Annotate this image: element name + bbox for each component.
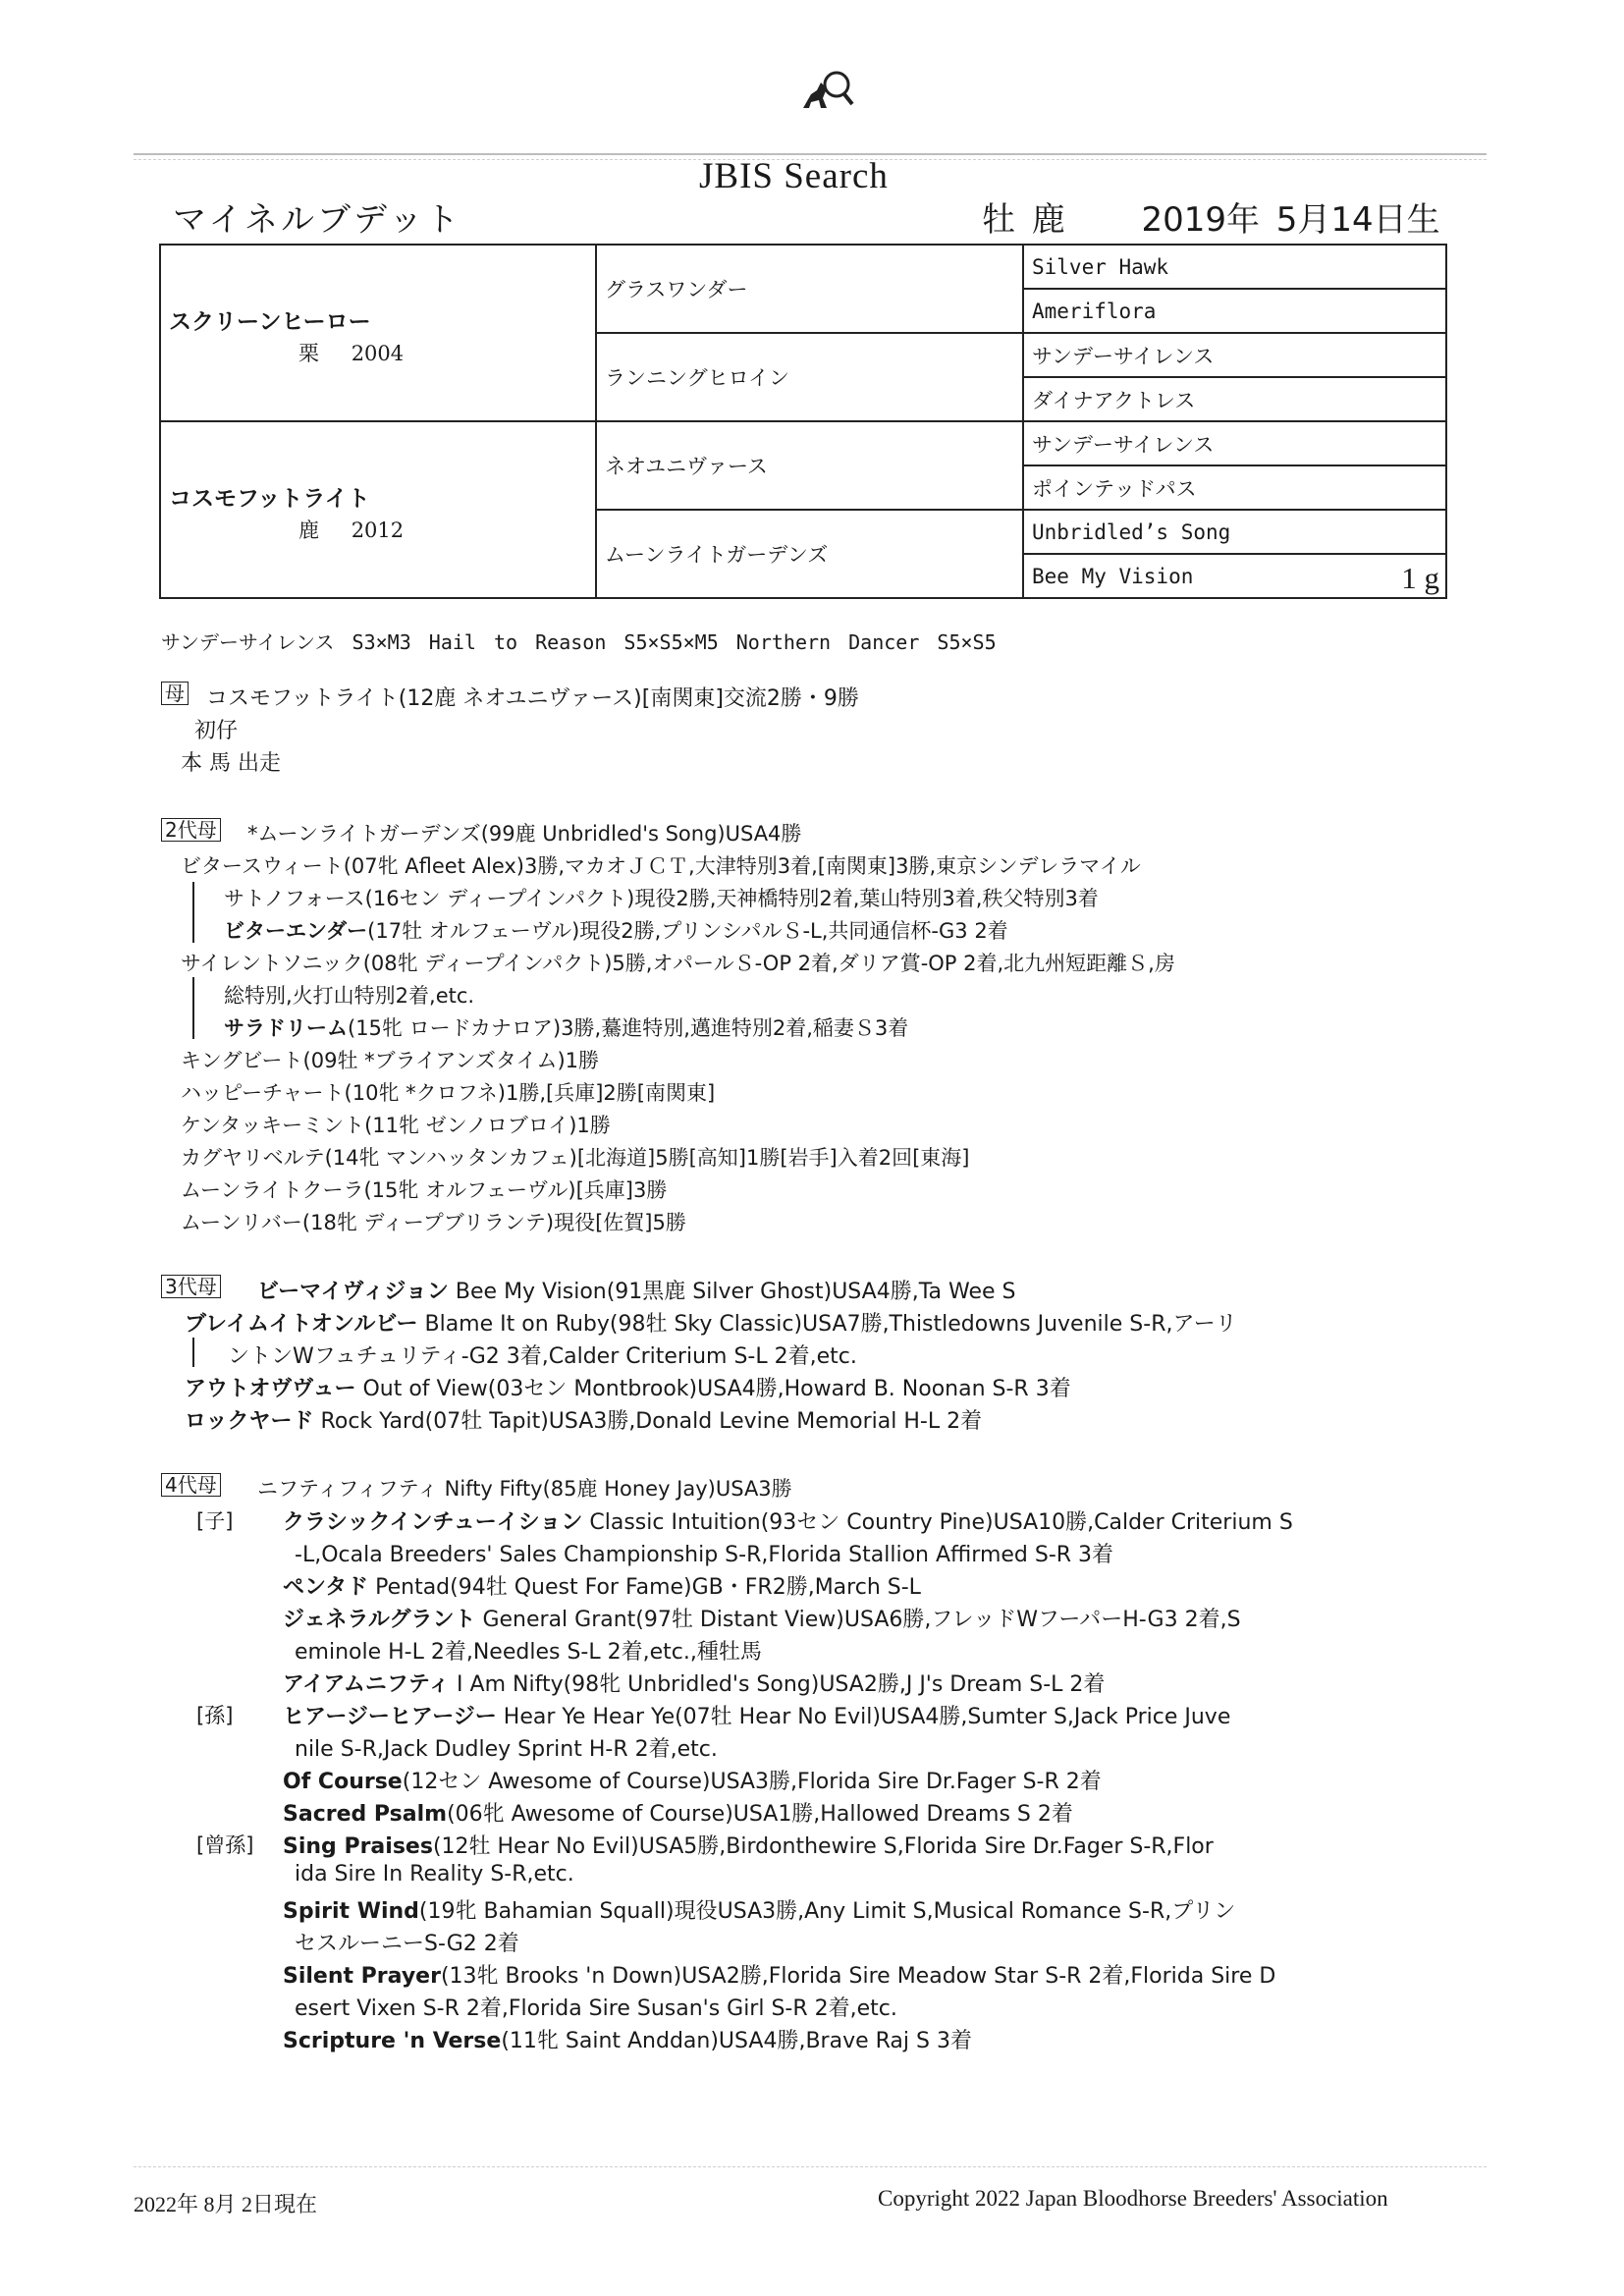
footer-rule: [134, 2166, 1487, 2167]
g4dam-head: [257, 1473, 792, 1503]
pedigree-dam: [160, 421, 596, 598]
g3dam-line: [185, 1404, 982, 1435]
g2dam-line: [181, 850, 1141, 880]
line-text: (12セン Awesome of Course)USA3勝,Florida Sire Dr.Fager S-R 2着: [402, 1770, 1102, 1794]
line-text: サイレントソニック(08牝 ディープインパクト)5勝,オパールＳ-OP 2着,ダリア賞-OP 2着,北九州短距離Ｓ,房: [181, 952, 1175, 975]
g2dam-line: [181, 1077, 715, 1107]
line-text: ムーンリバー(18牝 ディープブリランテ)現役[佐賀]5勝: [181, 1211, 686, 1234]
header-rule-dashed: [134, 159, 1487, 160]
g4dam-line: [283, 1894, 1235, 1925]
horse-sex-color: 牡 鹿: [982, 200, 1065, 240]
g2dam-line: [224, 915, 1008, 945]
family-bracket: [192, 977, 194, 1039]
g4dam-line: [283, 1667, 1105, 1698]
g3dam-line: [228, 1339, 857, 1370]
horse-name-bold: クラシックインチューイション: [283, 1510, 583, 1535]
dam-note: [181, 746, 281, 777]
line-text: ida Sire In Reality S-R,etc.: [295, 1862, 574, 1886]
dam-details: 鹿 2012: [298, 518, 405, 542]
g2dam-line: [181, 948, 1175, 977]
horse-birth: 2019年 5月14日生: [1141, 200, 1440, 240]
line-text: nile S-R,Jack Dudley Sprint H-R 2着,etc.: [295, 1737, 718, 1762]
line-text: Out of View(03セン Montbrook)USA4勝,Howard B. Noonan S-R 3着: [355, 1377, 1071, 1401]
g2dam-line: [181, 1175, 667, 1204]
dam-note: [194, 714, 238, 744]
horse-name-bold: ロックヤード: [185, 1409, 314, 1434]
sire-details: 栗 2004: [298, 341, 405, 365]
pedigree-g3-7: Unbridled’s Song: [1023, 510, 1446, 554]
line-text: -L,Ocala Breeders' Sales Championship S-R,Florida Stallion Affirmed S-R 3着: [295, 1543, 1114, 1567]
horse-name-bold: Spirit Wind: [283, 1899, 419, 1924]
line-text: Rock Yard(07牡 Tapit)USA3勝,Donald Levine Memorial H-L 2着: [313, 1409, 983, 1434]
g2dam-line: [224, 883, 1099, 912]
horse-name-bold: サラドリーム: [224, 1016, 348, 1040]
pedigree-g3-2: Ameriflora: [1023, 289, 1446, 333]
horse-name-bold: ジェネラルグラント: [283, 1608, 476, 1632]
line-text: eminole H-L 2着,Needles S-L 2着,etc.,種牡馬: [295, 1640, 762, 1665]
family-bracket: [192, 1338, 194, 1367]
logo-text: JBIS Search: [699, 156, 889, 196]
horse-name-bold: ヒアージーヒアージー: [283, 1705, 497, 1729]
generation-label: [196, 1830, 253, 1859]
dam-tag: 母: [161, 682, 189, 705]
line-text: [孫]: [196, 1704, 234, 1727]
horse-info: [982, 192, 1440, 241]
line-text: カグヤリベルテ(14牝 マンハッタンカフェ)[北海道]5勝[高知]1勝[岩手]入着2回[東海]: [181, 1146, 970, 1170]
g4dam-line: [295, 1862, 574, 1886]
pedigree-sire: [160, 245, 596, 421]
g2dam-line: [224, 980, 474, 1010]
line-text: (19牝 Bahamian Squall)現役USA3勝,Any Limit S,Musical Romance S-R,プリン: [418, 1899, 1236, 1924]
g4dam-line: [283, 1700, 1230, 1730]
line-text: Blame It on Ruby(98牡 Sky Classic)USA7勝,Thistledowns Juvenile S-R,アーリ: [417, 1312, 1237, 1337]
pedigree-g2-1: グラスワンダー: [596, 245, 1023, 333]
g2dam-tag: 2代母: [161, 818, 221, 842]
g2dam-line: [181, 1142, 969, 1172]
horse-name-bold: Sacred Psalm: [283, 1802, 448, 1827]
line-text: *ムーンライトガーデンズ(99鹿 Unbridled's Song)USA4勝: [247, 822, 802, 846]
pedigree-g3-5: サンデーサイレンス: [1023, 421, 1446, 465]
line-text: セスルーニーS-G2 2着: [295, 1932, 519, 1956]
pedigree-g3-4: ダイナアクトレス: [1023, 377, 1446, 421]
horse-name-bold: ペンタド: [283, 1575, 369, 1600]
g4dam-line: [295, 1927, 519, 1957]
dam-name: コスモフットライト: [169, 485, 370, 512]
header-rule: [134, 153, 1487, 155]
pedigree-g3-3: サンデーサイレンス: [1023, 333, 1446, 377]
line-text: (15牝 ロードカナロア)3勝,驀進特別,邁進特別2着,稲妻Ｓ3着: [348, 1016, 909, 1040]
pedigree-g3-8: Bee My Vision 1 g: [1023, 554, 1446, 598]
line-text: Hear Ye Hear Ye(07牡 Hear No Evil)USA4勝,Sumter S,Jack Price Juve: [496, 1705, 1231, 1729]
footer-copyright: Copyright 2022 Japan Bloodhorse Breeders' Association: [878, 2186, 1388, 2211]
pedigree-g2-4: ムーンライトガーデンズ: [596, 510, 1023, 598]
g4dam-line: [283, 1765, 1102, 1795]
line-text: (17牡 オルフェーヴル)現役2勝,プリンシパルＳ-L,共同通信杯-G3 2着: [367, 919, 1008, 943]
line-text: I Am Nifty(98牝 Unbridled's Song)USA2勝,J J's Dream S-L 2着: [450, 1672, 1106, 1697]
horse-name-bold: Sing Praises: [283, 1834, 433, 1859]
g4dam-line: [295, 1732, 718, 1763]
g2dam-line: [224, 1012, 908, 1042]
horse-magnifier-icon: [797, 69, 854, 120]
footer-date: 2022年 8月 2日現在: [134, 2192, 318, 2216]
family-bracket: [192, 882, 194, 943]
line-text: コスモフットライト(12鹿 ネオユニヴァース)[南関東]交流2勝・9勝: [206, 686, 859, 711]
line-text: サトノフォース(16セン ディープインパクト)現役2勝,天神橋特別2着,葉山特別3着,秩父特別3着: [224, 887, 1099, 910]
g4dam-line: [283, 1570, 921, 1601]
g2dam-line: [181, 1110, 611, 1139]
g3dam-line: [185, 1307, 1237, 1338]
site-header: [0, 57, 1624, 196]
line-text: ントンWフュチュリティ-G2 3着,Calder Criterium S-L 2着,etc.: [228, 1344, 857, 1369]
line-text: キングビート(09牡 *ブライアンズタイム)1勝: [181, 1049, 600, 1072]
g2dam-line: [181, 1207, 686, 1236]
generation-label: [196, 1700, 233, 1729]
inbreeding-line: サンデーサイレンス S3×M3 Hail to Reason S5×S5×M5 Northern Dancer S5×S5: [161, 630, 997, 654]
generation-label: [196, 1505, 233, 1535]
g4dam-line: [283, 1797, 1073, 1828]
horse-name-bold: ブレイムイトオンルビー: [185, 1312, 418, 1337]
line-text: Pentad(94牡 Quest For Fame)GB・FR2勝,March S-L: [368, 1575, 921, 1600]
g4dam-line: [295, 1538, 1113, 1568]
line-text: [子]: [196, 1509, 234, 1533]
g3dam-tag: 3代母: [161, 1275, 221, 1298]
horse-name: マイネルブデット: [173, 200, 462, 240]
horse-name-bold: Scripture 'n Verse: [283, 2029, 502, 2053]
line-text: (06牝 Awesome of Course)USA1勝,Hallowed Dreams S 2着: [447, 1802, 1073, 1827]
g4dam-line: [283, 1505, 1293, 1536]
line-text: Classic Intuition(93セン Country Pine)USA10勝,Calder Criterium S: [582, 1510, 1293, 1535]
horse-name-bold: Of Course: [283, 1770, 403, 1794]
g3dam-line: [185, 1372, 1071, 1402]
line-text: ムーンライトクーラ(15牝 オルフェーヴル)[兵庫]3勝: [181, 1178, 668, 1202]
line-text: 初仔: [194, 719, 239, 743]
pedigree-g3-6: ポインテッドパス: [1023, 465, 1446, 510]
line-text: (11牝 Saint Anddan)USA4勝,Brave Raj S 3着: [501, 2029, 972, 2053]
horse-name-bold: ビターエンダー: [224, 919, 368, 943]
g4dam-line: [295, 1635, 762, 1666]
g4dam-line: [295, 1992, 897, 2022]
g4dam-line: [283, 1959, 1275, 1990]
pedigree-table: [159, 244, 1447, 599]
line-text: (13牝 Brooks 'n Down)USA2勝,Florida Sire Meadow Star S-R 2着,Florida Sire D: [440, 1964, 1276, 1989]
pedigree-g2-3: ネオユニヴァース: [596, 421, 1023, 510]
line-text: ニフティフィフティ Nifty Fifty(85鹿 Honey Jay)USA3勝: [257, 1477, 792, 1501]
horse-name-bold: アイアムニフティ: [283, 1672, 451, 1697]
weight-mark: 1 g: [1401, 561, 1439, 595]
g4dam-line: [283, 1603, 1241, 1633]
dam-line: [206, 682, 859, 712]
line-text: General Grant(97牡 Distant View)USA6勝,フレッドWフーパーH-G3 2着,S: [475, 1608, 1241, 1632]
line-text: 本 馬 出走: [181, 751, 281, 776]
g4dam-line: [283, 2024, 972, 2054]
g2dam-head: [247, 818, 801, 847]
sire-name: スクリーンヒーロー: [169, 308, 371, 335]
horse-name-bold: ビーマイヴィジョン: [257, 1280, 449, 1304]
line-text: ケンタッキーミント(11牝 ゼンノロブロイ)1勝: [181, 1114, 611, 1137]
line-text: 総特別,火打山特別2着,etc.: [224, 984, 475, 1008]
horse-name-bold: Silent Prayer: [283, 1964, 441, 1989]
g4dam-line: [283, 1830, 1214, 1860]
horse-name-bold: アウトオヴヴュー: [185, 1377, 356, 1401]
pedigree-g2-2: ランニングヒロイン: [596, 333, 1023, 421]
g3dam-head: [257, 1275, 1015, 1305]
g2dam-line: [181, 1045, 599, 1074]
line-text: ビタースウィート(07牝 Afleet Alex)3勝,マカオＪＣＴ,大津特別3着,[南関東]3勝,東京シンデレラマイル: [181, 854, 1141, 878]
line-text: (12牡 Hear No Evil)USA5勝,Birdonthewire S,Florida Sire Dr.Fager S-R,Flor: [432, 1834, 1214, 1859]
line-text: ハッピーチャート(10牝 *クロフネ)1勝,[兵庫]2勝[南関東]: [181, 1081, 716, 1105]
line-text: Bee My Vision(91黒鹿 Silver Ghost)USA4勝,Ta Wee S: [448, 1280, 1016, 1304]
g4dam-tag: 4代母: [161, 1473, 221, 1497]
pedigree-g3-1: Silver Hawk: [1023, 245, 1446, 289]
line-text: [曾孫]: [196, 1833, 254, 1857]
line-text: esert Vixen S-R 2着,Florida Sire Susan's Girl S-R 2着,etc.: [295, 1996, 897, 2021]
